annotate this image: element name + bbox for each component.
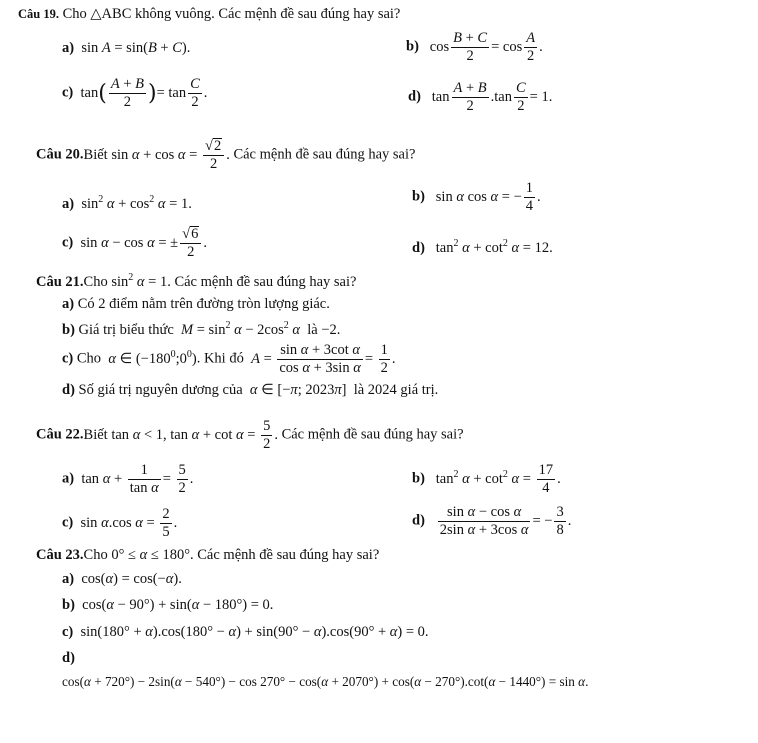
option-label: c) (62, 624, 74, 640)
q19-a-expr: sin A = sin(B + C). (77, 40, 191, 56)
option-label: c) (62, 514, 74, 531)
q19-d-expr: tan $\frac{A + B}{2}$ .tan $\frac{C}{2}$ = 1. (424, 80, 553, 114)
option-label: b) (62, 321, 75, 338)
q23-c-expr: sin(180° + α).cos(180° − α) + sin(90° − α).cos(90° + α) = 0. (76, 624, 429, 640)
question-20-header: Câu 20.Biết sin α + cos α = $\frac{√2}{2}$ . Các mệnh đề sau đúng hay sai? (36, 138, 416, 172)
q22-option-a (62, 462, 193, 496)
q22-d-expr: $\frac{\text{sin α − cos α}}{\text{2sin α + 3cos α}}$ = − $\frac{3}{8}$ . (439, 504, 572, 538)
q20-c-expr: sin α − cos α = ± $\frac{√6}{2}$ . (76, 226, 207, 260)
q21-d-text-pre: Số giá trị nguyên dương của (78, 382, 243, 398)
question-22-label: Câu 22. (36, 426, 84, 443)
q21-b-text-post: là −2. (307, 321, 341, 338)
option-label: b) (62, 597, 75, 613)
q20-option-a (62, 194, 192, 213)
q21-c-expr2: A = $\frac{\text{sin α + 3cot α}}{\text{cos α + 3sin α}}$ = $\frac{1}{2}$ . (251, 342, 396, 376)
question-19-header (18, 6, 400, 23)
q19-option-d (408, 80, 552, 114)
q19-option-b (406, 30, 543, 64)
q21-d-text-post: là 2024 giá trị. (353, 382, 439, 398)
question-23-label: Câu 23. (36, 547, 84, 563)
question-21-header: Câu 21.Cho $\sin^2 \alpha = 1$. Các mệnh đề sau đúng hay sai? (36, 272, 357, 290)
q21-b-expr: $M = \sin^2 \alpha - 2\cos^2$ α (181, 320, 300, 338)
option-label: c) (62, 84, 74, 101)
q23-b-expr: cos(α − 90°) + sin(α − 180°) = 0. (78, 597, 274, 613)
q21-a-text: Có 2 điểm nằm trên đường tròn lượng giác. (77, 296, 330, 312)
q23-option-b (62, 597, 273, 614)
question-21-label: Câu 21. (36, 273, 84, 290)
question-23-stem-post: Các mệnh đề sau đúng hay sai? (197, 547, 380, 563)
option-label: a) (62, 571, 75, 587)
option-label: d) (412, 512, 425, 529)
q21-option-b (62, 320, 340, 339)
option-label: b) (412, 188, 425, 205)
question-19-stem: Cho △ABC không vuông. Các mệnh đề sau đúng hay sai? (62, 6, 401, 22)
question-19-label: Câu 19. (18, 7, 59, 21)
question-20-stem-post: Các mệnh đề sau đúng hay sai? (233, 146, 416, 163)
question-23-header: Câu 23.Cho 0° ≤ α ≤ 180°. Các mệnh đề sau đúng hay sai? (36, 547, 380, 563)
option-label: a) (62, 296, 75, 312)
q22-option-b (412, 462, 561, 496)
q20-option-b (412, 180, 541, 214)
q21-c-text-mid: . Khi đó (196, 350, 244, 367)
q20-a-expr: $\sin^2 \alpha + \cos^2 \alpha = 1$. (77, 194, 192, 212)
q23-option-c (62, 624, 429, 641)
q19-option-c (62, 76, 207, 110)
q21-b-text-pre: Giá trị biểu thức (78, 321, 174, 338)
option-label: b) (412, 470, 425, 487)
q23-a-expr: cos(α) = cos(−α). (77, 571, 182, 587)
q20-option-c (62, 226, 207, 261)
q21-c-expr: α ∈ $(-180^0;0^0)$ (108, 348, 197, 367)
q19-c-expr: tan( $\frac{A + B}{2}$ )= tan $\frac{C}{2}$ . (76, 76, 208, 110)
question-20-label: Câu 20. (36, 146, 84, 163)
q20-b-expr: sin α cos α = − $\frac{1}{4}$ . (428, 180, 541, 214)
option-label: a) (62, 470, 75, 487)
option-label: a) (62, 40, 75, 56)
option-label: d) (408, 88, 421, 105)
q20-option-d (412, 238, 553, 257)
q22-option-c (62, 506, 177, 540)
q20-d-expr: $\tan^2 \alpha + \cot^2 \alpha = 12$. (428, 238, 553, 256)
q19-b-expr: cos $\frac{B + C}{2}$ = cos $\frac{A}{2}$ . (422, 30, 543, 64)
option-label: d) (62, 382, 75, 398)
q21-option-c (62, 342, 396, 376)
option-label: d) (412, 239, 425, 256)
q22-a-expr: tan α + $\frac{1}{\text{tan α}}$ = $\frac{5}{2}$ . (77, 462, 194, 496)
q23-option-a (62, 571, 182, 588)
q23-d-expr: cos(α + 720°) − 2sin(α − 540°) − cos 270° − cos(α + 2070°) + cos(α − 270°).cot(α − 1440°) = sin α. (62, 674, 589, 689)
q19-option-a (62, 40, 190, 57)
option-label: a) (62, 195, 75, 212)
q21-d-expr: α ∈ [−π; 2023π] (249, 382, 351, 398)
option-label: b) (406, 38, 419, 55)
question-22-header: Câu 22.Biết tan α < 1, tan α + cot α = $\frac{5}{2}$ . Các mệnh đề sau đúng hay sai? (36, 418, 464, 452)
q21-option-a (62, 296, 330, 313)
option-label: c) (62, 350, 74, 367)
q22-b-expr: $\tan^2 \alpha + \cot^2 \alpha$ = $\frac{17}{4}$ . (428, 462, 561, 496)
option-label: d) (62, 650, 75, 666)
option-label: c) (62, 234, 74, 251)
q21-c-text-pre: Cho (76, 350, 102, 367)
question-22-stem-post: Các mệnh đề sau đúng hay sai? (281, 426, 464, 443)
q22-c-expr: sin α.cos α = $\frac{2}{5}$ . (76, 506, 178, 540)
q21-option-d (62, 382, 438, 399)
q22-option-d (412, 504, 571, 538)
q23-option-d (62, 650, 75, 667)
